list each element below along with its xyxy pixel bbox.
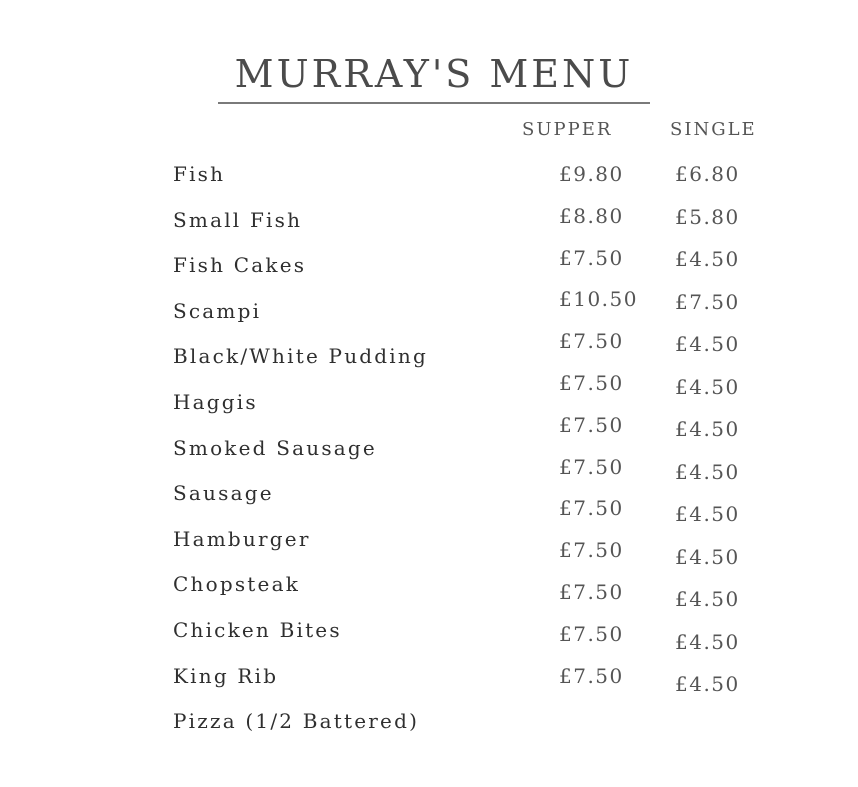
supper-price: £7.50 (559, 245, 624, 270)
menu-item-name: Haggis (173, 389, 258, 414)
supper-price: £10.50 (559, 287, 638, 312)
menu-item-name: Chicken Bites (173, 617, 342, 642)
supper-price: £7.50 (559, 496, 624, 521)
menu-item-name: Chopsteak (173, 572, 301, 597)
item-names-column (173, 160, 428, 753)
supper-price: £8.80 (559, 203, 624, 228)
single-price: £4.50 (675, 247, 740, 271)
supper-price: £7.50 (559, 663, 624, 688)
supper-price: £7.50 (559, 538, 624, 563)
single-price: £4.50 (675, 672, 740, 696)
single-price: £7.50 (675, 289, 740, 314)
menu-item-name: Small Fish (173, 207, 303, 232)
menu-item-name: King Rib (173, 663, 279, 688)
supper-price: £7.50 (559, 329, 624, 354)
menu-item-name: Hamburger (173, 526, 311, 551)
menu-item-name: Fish Cakes (173, 253, 307, 278)
supper-price: £9.80 (559, 162, 624, 186)
title-underline (218, 102, 650, 104)
single-price: £4.50 (675, 587, 740, 611)
supper-price: £7.50 (559, 370, 624, 395)
single-price: £4.50 (675, 502, 740, 526)
single-prices-column (675, 160, 740, 713)
menu-item-name: Black/White Pudding (173, 344, 428, 369)
single-price: £4.50 (675, 332, 740, 356)
menu-item-name: Sausage (173, 481, 274, 506)
supper-price: £7.50 (559, 454, 624, 479)
menu-item-name: Scampi (173, 298, 262, 323)
menu-title: MURRAY'S MENU (234, 52, 634, 96)
supper-prices-column (559, 160, 638, 703)
single-price: £4.50 (675, 417, 740, 441)
supper-price: £7.50 (559, 621, 624, 646)
menu-item-name: Smoked Sausage (173, 435, 377, 460)
single-price: £4.50 (675, 459, 740, 484)
single-price: £4.50 (675, 374, 740, 399)
menu-item-name: Pizza (1/2 Battered) (173, 709, 420, 734)
supper-price: £7.50 (559, 412, 624, 437)
single-price: £6.80 (675, 162, 740, 186)
single-price: £5.80 (675, 204, 740, 229)
menu-item-name: Fish (173, 162, 226, 186)
single-price: £4.50 (675, 629, 740, 654)
supper-column-header: SUPPER (522, 119, 613, 140)
single-column-header: SINGLE (670, 119, 757, 140)
supper-price: £7.50 (559, 579, 624, 604)
single-price: £4.50 (675, 544, 740, 569)
